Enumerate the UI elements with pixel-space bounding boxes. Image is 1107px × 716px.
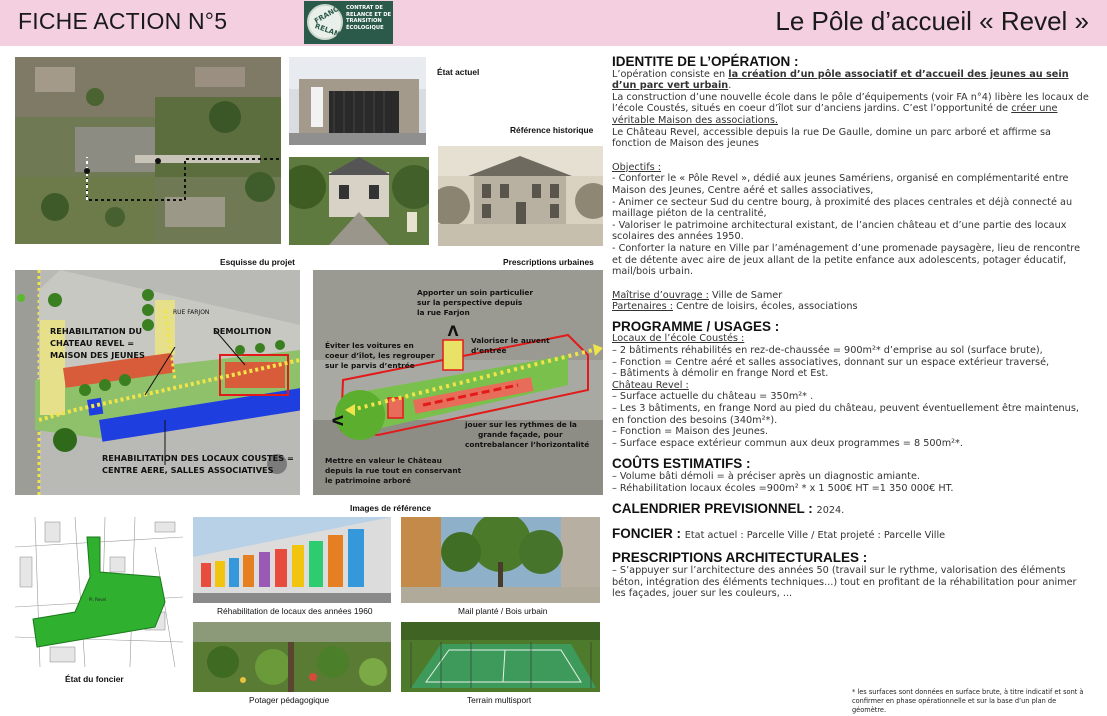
presc-p4-line1: jouer sur les rythmes de la xyxy=(465,420,577,429)
calendrier-title: CALENDRIER PREVISIONNEL : xyxy=(612,501,817,517)
objectif-item: - Animer ce secteur Sud du centre bourg, à proximité des places centrales et déjà connecté au maillage piéton de la centralité, xyxy=(612,196,1073,220)
coustes-label: Locaux de l’école Coustés : xyxy=(612,333,745,345)
presc-p2-line1: Valoriser le auvent xyxy=(471,336,550,345)
presc-p1-line2: sur la perspective depuis xyxy=(417,298,523,307)
page-title: Le Pôle d’accueil « Revel » xyxy=(775,6,1089,36)
foncier-line xyxy=(612,525,1092,542)
identite-p2-a: La construction d’une nouvelle école dans le pôle d’équipements (voir FA n°4) libère les locaux de l’école Coustés, situés en coeur d’îlot sur d’anciens jardins. C’est l’opportunité de xyxy=(612,91,1089,115)
content-column xyxy=(612,56,1092,600)
presc-p4-line3: contrebalancer l’horizontalité xyxy=(465,440,590,449)
presc-p2-line2: d’entrée xyxy=(471,346,507,355)
presc-p3-line2: coeur d’îlot, les regrouper xyxy=(325,351,435,360)
caption-prescriptions: Prescriptions urbaines xyxy=(503,257,594,267)
prescriptions-map xyxy=(313,270,603,495)
presc-p1-line1: Apporter un soin particulier xyxy=(417,288,534,297)
coustes-item: – 2 bâtiments réhabilités en rez-de-chaussée = 900m²* d’emprise au sol (surface brute), xyxy=(612,345,1043,357)
moa-value: Ville de Samer xyxy=(708,289,783,301)
calendrier-line xyxy=(612,503,1092,517)
esquisse-locaux-line2: CENTRE AERE, SALLES ASSOCIATIVES xyxy=(102,465,274,475)
esquisse-locaux-line1: REHABILITATION DES LOCAUX COUSTES = xyxy=(102,453,294,463)
logo-text: CONTRAT DE RELANCE ET DE TRANSITION ÉCOLOGIQUE xyxy=(346,5,392,31)
revel-item: – Surface espace extérieur commun aux deux programmes = 8 500m²*. xyxy=(612,437,963,449)
revel-item: – Surface actuelle du château = 350m²* . xyxy=(612,391,814,403)
surface-footnote: * les surfaces sont données en surface brute, à titre indicatif et sont à confirmer en phase opérationnelle et sur la base d’un plan de géomètre. xyxy=(852,688,1084,714)
esquisse-demolition: DEMOLITION xyxy=(213,326,272,336)
identite-p1-b: . xyxy=(728,80,732,92)
land-ownership-map xyxy=(15,517,183,667)
calendrier-value: 2024. xyxy=(816,505,845,517)
aerial-photo xyxy=(15,57,281,244)
identite-title: IDENTITE DE L’OPÉRATION : xyxy=(612,54,799,69)
partenaires-value: Centre de loisirs, écoles, associations xyxy=(672,301,858,313)
caption-images-reference: Images de référence xyxy=(350,503,432,513)
objectifs-label: Objectifs : xyxy=(612,161,662,173)
esquisse-rehab-line3: MAISON DES JEUNES xyxy=(50,350,145,360)
partenaires-label: Partenaires : xyxy=(612,301,673,313)
presc-p3-line1: Éviter les voitures en xyxy=(325,341,414,350)
esquisse-rue-label: RUE FARJON xyxy=(173,309,210,316)
maitrise-ouvrage xyxy=(612,290,1092,302)
historic-postcard-photo xyxy=(438,146,603,246)
esquisse-rehab-line2: CHATEAU REVEL = xyxy=(50,338,135,348)
revel-label: Château Revel : xyxy=(612,379,689,391)
caption-esquisse: Esquisse du projet xyxy=(220,257,295,267)
france-relance-logo xyxy=(304,1,393,44)
fiche-number: FICHE ACTION N°5 xyxy=(18,8,228,34)
reference-rehab-photo xyxy=(193,517,391,603)
identite-paragraph-2 xyxy=(612,92,1092,127)
chateau-current-photo xyxy=(289,157,429,245)
presc-p5-line3: le patrimoine arboré xyxy=(325,476,411,485)
caption-ref1: Réhabilitation de locaux des années 1960 xyxy=(217,606,373,616)
coustes-item: – Fonction = Centre aéré et salles associatives, donnant sur un espace extérieur traversé, xyxy=(612,356,1050,368)
caption-ref3: Potager pédagogique xyxy=(249,695,330,705)
foncier-value: Etat actuel : Parcelle Ville / Etat projeté : Parcelle Ville xyxy=(684,529,946,541)
caption-reference-historique: Référence historique xyxy=(510,125,594,135)
chateau-view-arrow-icon: Λ xyxy=(331,415,347,426)
revel-item: – Les 3 bâtiments, en frange Nord au pied du château, peuvent éventuellement être maintenus, en fonction des besoins (340m²*). xyxy=(612,403,1079,426)
objectif-item: - Conforter le « Pôle Revel », dédié aux jeunes Samériens, organisé en complémentarité entre Maison des Jeunes, Centre aéré et salles associatives, xyxy=(612,173,1069,196)
presc-p3-line3: sur le parvis d’entrée xyxy=(325,361,415,370)
objectif-item: - Valoriser le patrimoine architectural existant, de l’ancien château et d’une partie des locaux scolaires des années 1950. xyxy=(612,219,1067,243)
presc-p1-line3: la rue Farjon xyxy=(417,308,470,317)
logo-emblem xyxy=(307,2,351,42)
current-state-photo xyxy=(289,57,426,145)
reference-garden-photo xyxy=(193,622,391,692)
caption-etat-foncier: État du foncier xyxy=(65,674,124,684)
programme-title: PROGRAMME / USAGES : xyxy=(612,318,780,334)
identite-p1-a: L’opération consiste en xyxy=(612,68,729,80)
foncier-title: FONCIER : xyxy=(612,525,685,541)
identite-p1-highlight: la création d’un pôle associatif et d’accueil des jeunes au sein d’un parc vert urbain xyxy=(612,68,1069,92)
identite-paragraph-3: Le Château Revel, accessible depuis la rue De Gaulle, domine un parc arboré et affirme sa fonction de Maison des jeunes xyxy=(612,126,1051,150)
objectif-item: - Conforter la nature en Ville par l’aménagement d’une promenade paysagère, lieu de rencontre et de détente avec aire de jeux allant de la petite enfance aux adolescents, potager éducatif, mail/bois urbain. xyxy=(612,242,1081,278)
revel-item: – Fonction = Maison des Jeunes. xyxy=(612,426,768,438)
foncier-revel-label: Pl. Revel xyxy=(89,597,107,602)
couts-item: – Volume bâti démoli = à préciser après un diagnostic amiante. xyxy=(612,471,921,482)
presc-p5-line1: Mettre en valeur le Château xyxy=(325,456,442,465)
caption-ref4: Terrain multisport xyxy=(467,695,532,705)
perspective-arrow-icon: Λ xyxy=(447,324,459,340)
esquisse-rehab-line1: REHABILITATION DU xyxy=(50,326,143,336)
reference-mall-photo xyxy=(401,517,600,603)
reference-sport-photo xyxy=(401,622,600,692)
logo-ring-top: FRANCE xyxy=(313,2,345,26)
logo-ring-bottom: RELANCE xyxy=(313,22,351,42)
presc-p5-line2: depuis la rue tout en conservant xyxy=(325,466,462,475)
partenaires xyxy=(612,301,1092,313)
coustes-item: – Bâtiments à démolir en frange Nord et Est. xyxy=(612,368,829,380)
identite-paragraph-1 xyxy=(612,69,1092,92)
prescriptions-text: – S’appuyer sur l’architecture des années 50 (travail sur le rythme, valorisation des éléments béton, intégration des éléments techniques...) tout en profitant de la réhabilitation pour animer les façades, jouer sur les couleurs, ... xyxy=(612,564,1077,600)
prescriptions-title: PRESCRIPTIONS ARCHITECTURALES : xyxy=(612,550,868,566)
moa-label: Maîtrise d’ouvrage : xyxy=(612,289,709,301)
couts-item: – Réhabilitation locaux écoles =900m² * x 1 500€ HT =1 350 000€ HT. xyxy=(612,482,954,494)
caption-ref2: Mail planté / Bois urbain xyxy=(458,606,548,616)
sketch-map xyxy=(15,270,300,495)
couts-title: COÛTS ESTIMATIFS : xyxy=(612,456,751,472)
caption-etat-actuel: État actuel xyxy=(437,67,480,77)
identite-p2-highlight: créer une véritable Maison des associations. xyxy=(612,103,1058,126)
presc-p4-line2: grande façade, pour xyxy=(478,430,563,439)
